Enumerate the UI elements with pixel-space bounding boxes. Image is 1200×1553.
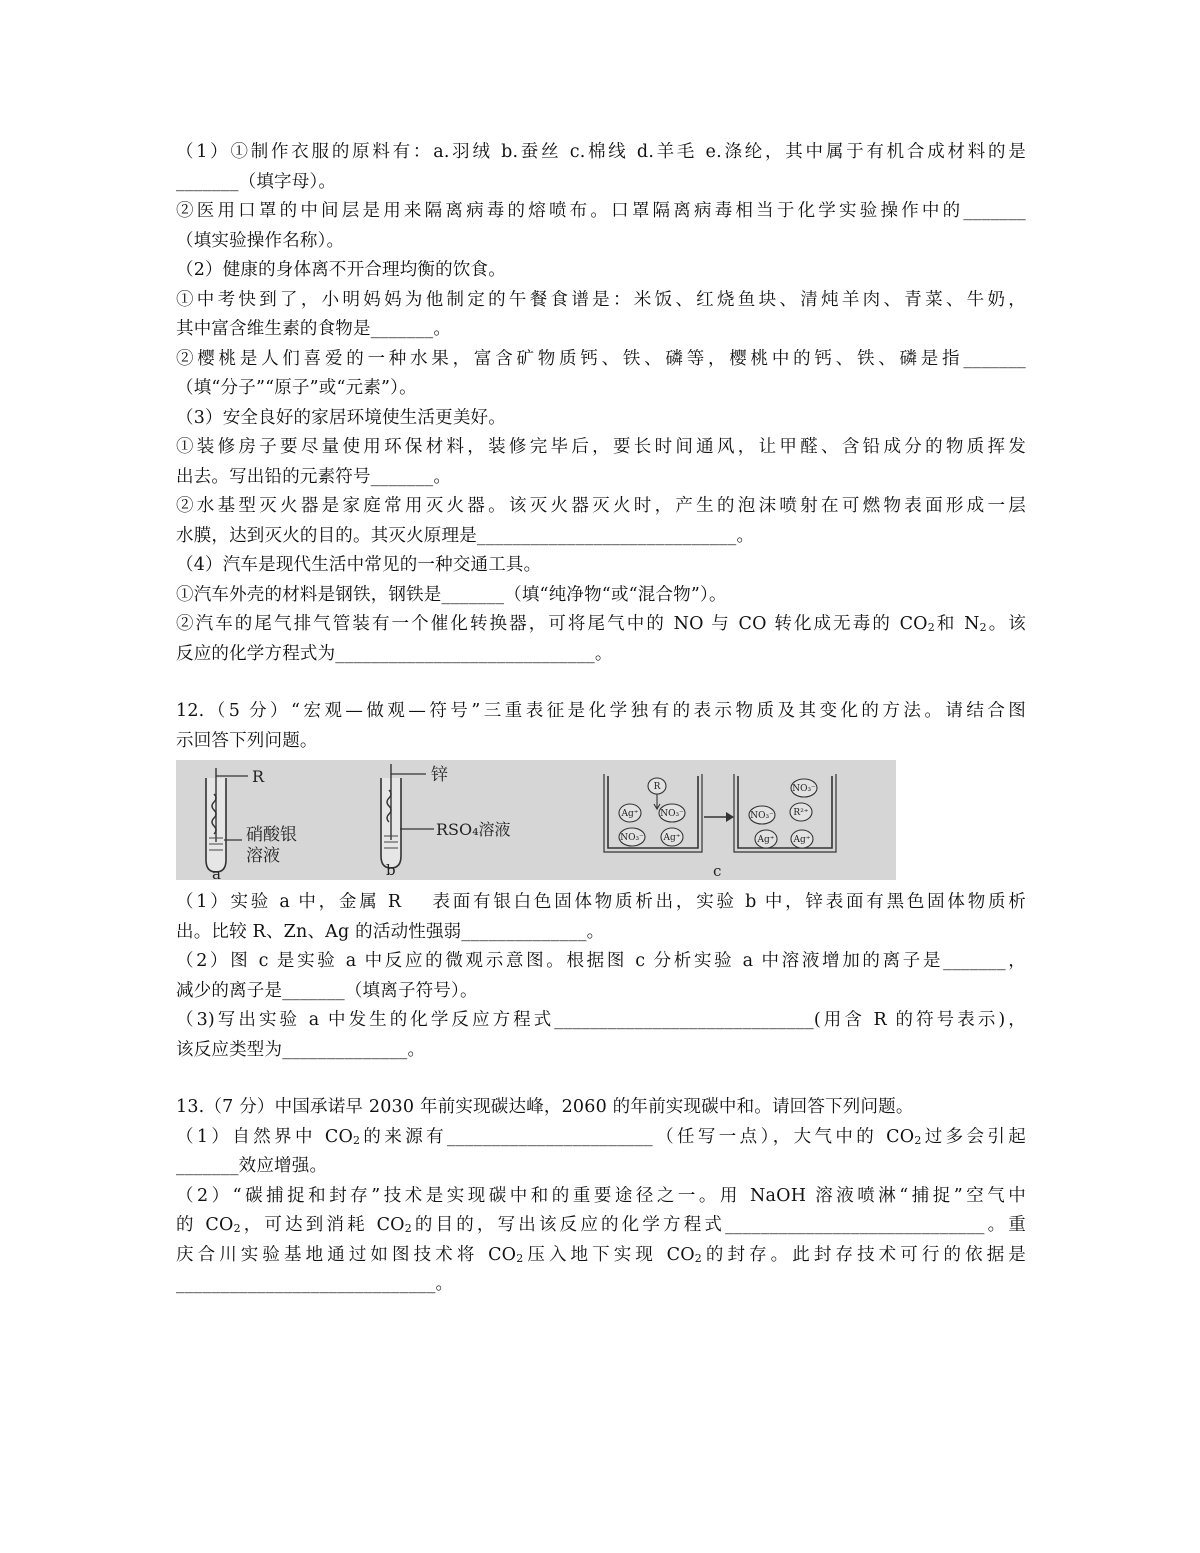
particle-R2-label: R²⁺ — [793, 808, 809, 818]
particle-R-label: R — [653, 782, 661, 792]
label-R: R — [252, 767, 265, 786]
q11-p4-line2: 其中富含维生素的食物是_______。 — [176, 319, 452, 339]
q13-p1-line2: _______效应增强。 — [176, 1156, 328, 1176]
q11-p11-line2: 反应的化学方程式为_____________________________。 — [176, 643, 613, 664]
label-b: b — [386, 861, 396, 879]
label-a: a — [212, 865, 221, 880]
q11-p11-line1: ②汽车的尾气排气管装有一个催化转换器，可将尾气中的 NO 与 CO 转化成无毒的 $CO_2$和 $N_2$。该 — [176, 614, 1026, 634]
q11-p5-line1: ②樱桃是人们喜爱的一种水果，富含矿物质钙、铁、磷等，樱桃中的钙、铁、磷是指_______ — [176, 348, 1026, 369]
q12-p2-line1: （2）图 c 是实验 a 中反应的微观示意图。根据图 c 分析实验 a 中溶液增加的离子是_______， — [176, 951, 1026, 971]
q13-p2-line2: 的 $CO_2$，可达到消耗 $CO_2$的目的，写出该反应的化学方程式_____________________________。重 — [176, 1215, 1026, 1235]
label-zinc: 锌 — [431, 765, 448, 785]
q11-p2-line2: （填实验操作名称）。 — [176, 230, 345, 251]
q13-p1-line1: （1）自然界中 $CO_2$的来源有_______________________（任写一点），大气中的 $CO_2$过多会引起 — [176, 1126, 1027, 1147]
q12-p3-line1: （3)写出实验 a 中发生的化学反应方程式_____________________________(用含 R 的符号表示)， — [176, 1010, 1026, 1030]
q11-p8-line2: 水膜，达到灭火的目的。其灭火原理是_____________________________。 — [176, 525, 755, 546]
experiment-diagram — [176, 760, 896, 880]
q11-p9: （4）汽车是现代生活中常见的一种交通工具。 — [176, 555, 542, 575]
label-rso4: RSO₄溶液 — [436, 820, 511, 839]
exam-page — [176, 138, 1026, 1300]
q12-figure — [176, 760, 896, 880]
q11-p7-line2: 出去。写出铅的元素符号_______。 — [176, 466, 452, 487]
q12-p3-line2: 该反应类型为______________。 — [176, 1039, 426, 1060]
particle-ag-4-label: Ag⁺ — [793, 835, 811, 845]
q11-p4-line1: ①中考快到了，小明妈妈为他制定的午餐食谱是：米饭、红烧鱼块、清炖羊肉、青菜、牛奶， — [176, 289, 1026, 310]
q11-p3: （2）健康的身体离不开合理均衡的饮食。 — [176, 260, 506, 280]
particle-ag-3-label: Ag⁺ — [757, 835, 775, 845]
particle-no3-2-label: NO₃⁻ — [620, 833, 644, 843]
q12-stem-line2: 示回答下列问题。 — [176, 730, 318, 751]
q11-p1-line1: （1）①制作衣服的原料有：a.羽绒 b.蚕丝 c.棉线 d.羊毛 e.涤纶，其中属于有机合成材料的是 — [176, 142, 1026, 162]
label-agno3-line2: 溶液 — [246, 846, 280, 866]
q11-p8-line1: ②水基型灭火器是家庭常用灭火器。该灭火器灭火时，产生的泡沫喷射在可燃物表面形成一层 — [176, 496, 1026, 516]
particle-no3-3-label: NO₃⁻ — [792, 784, 816, 794]
label-c: c — [713, 862, 722, 880]
q13-stem: 13.（7 分）中国承诺早 2030 年前实现碳达峰，2060 的年前实现碳中和。请回答下列问题。 — [176, 1097, 914, 1117]
particle-ag-2-label: Ag⁺ — [663, 833, 681, 843]
q11-p5-line2: （填“分子”“原子”或“元素”）。 — [176, 378, 417, 398]
particle-ag-1-label: Ag⁺ — [621, 809, 639, 819]
q13-p2-line3: 庆合川实验基地通过如图技术将 $CO_2$压入地下实现 $CO_2$的封存。此封存技术可行的依据是 — [176, 1244, 1026, 1265]
q11-p7-line1: ①装修房子要尽量使用环保材料，装修完毕后，要长时间通风，让甲醛、含铅成分的物质挥发 — [176, 437, 1026, 457]
q13-p2-line4: _____________________________。 — [176, 1274, 454, 1294]
label-agno3-line1: 硝酸银 — [246, 825, 297, 845]
particle-no3-1-label: NO₃⁻ — [660, 809, 684, 819]
q11-p1-line2: _______（填字母）。 — [176, 171, 337, 192]
q13-p2-line1: （2）“碳捕捉和封存”技术是实现碳中和的重要途径之一。用 NaOH 溶液喷淋“捕捉”空气中 — [176, 1185, 1026, 1206]
q12-p1-line2: 出。比较 R、Zn、Ag 的活动性强弱______________。 — [176, 921, 605, 942]
q11-p10: ①汽车外壳的材料是钢铁，钢铁是_______（填“纯净物“或“混合物”）。 — [176, 584, 727, 605]
particle-no3-4-label: NO₃⁻ — [750, 811, 774, 821]
q12-stem-line1: 12.（5 分）“宏观—做观—符号”三重表征是化学独有的表示物质及其变化的方法。请结合图 — [176, 701, 1026, 721]
q11-p2-line1: ②医用口罩的中间层是用来隔离病毒的熔喷布。口罩隔离病毒相当于化学实验操作中的_______ — [176, 201, 1026, 221]
q12-p1-line1: （1）实验 a 中，金属 R 表面有银白色固体物质析出，实验 b 中，锌表面有黑色固体物质析 — [176, 892, 1026, 912]
q11-p6: （3）安全良好的家居环境使生活更美好。 — [176, 407, 506, 428]
q12-p2-line2: 减少的离子是_______（填离子符号）。 — [176, 980, 478, 1001]
